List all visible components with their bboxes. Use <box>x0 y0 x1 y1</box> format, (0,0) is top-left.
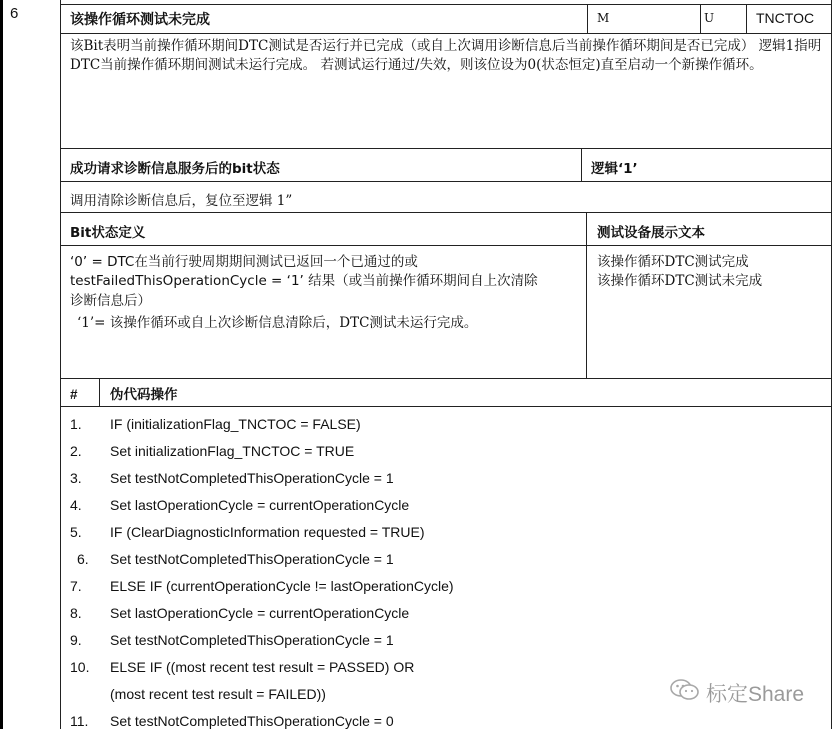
pseudocode-line: IF (ClearDiagnosticInformation requested = TRUE) <box>110 524 425 540</box>
clear-section-label: 成功请求诊断信息服务后的bit状态 <box>70 161 280 177</box>
watermark <box>670 678 804 708</box>
pseudocode-line: ELSE IF (currentOperationCycle != lastOperationCycle) <box>110 578 454 594</box>
row-number: 6 <box>10 5 19 22</box>
clear-section-value: 逻辑‘1’ <box>591 161 638 177</box>
definition-line: 诊断信息后） <box>70 293 151 309</box>
number-column-divider <box>60 0 61 729</box>
clear-section-note: 调用清除诊断信息后，复位至逻辑 1” <box>70 193 293 209</box>
pseudocode-num: 6. <box>77 551 89 567</box>
definition-line: ‘1’= 该操作循环或自上次诊断信息清除后，DTC测试未运行完成。 <box>77 315 478 331</box>
pseudocode-num: 7. <box>70 578 82 594</box>
pseudocode-line: Set testNotCompletedThisOperationCycle = 1 <box>110 470 394 486</box>
pseudocode-num: 2. <box>70 443 82 459</box>
pseudocode-line: IF (initializationFlag_TNCTOC = FALSE) <box>110 416 361 432</box>
header-u: U <box>704 11 715 25</box>
left-border <box>0 0 3 729</box>
definition-line: testFailedThisOperationCycle = ‘1’ 结果（或当前操作循环期间自上次清除 <box>70 273 538 289</box>
pseudocode-num: 5. <box>70 524 82 540</box>
pseudocode-line: Set initializationFlag_TNCTOC = TRUE <box>110 443 355 459</box>
definition-header-right: 测试设备展示文本 <box>597 225 705 241</box>
pseudocode-line: ELSE IF ((most recent test result = PASSED) OR <box>110 659 415 675</box>
pseudocode-num: 11. <box>70 713 89 729</box>
wechat-icon <box>670 678 700 708</box>
pseudocode-num: 4. <box>70 497 82 513</box>
pseudocode-line: Set testNotCompletedThisOperationCycle = 0 <box>110 713 394 729</box>
display-text-line: 该操作循环DTC测试未完成 <box>597 273 763 289</box>
header-code: TNCTOC <box>756 10 815 26</box>
pseudocode-col-op: 伪代码操作 <box>110 387 178 403</box>
display-text-line: 该操作循环DTC测试完成 <box>597 254 749 270</box>
pseudocode-col-num: # <box>70 387 78 402</box>
pseudocode-num: 8. <box>70 605 82 621</box>
pseudocode-line: Set testNotCompletedThisOperationCycle = 1 <box>110 632 394 648</box>
pseudocode-line: (most recent test result = FAILED)) <box>110 686 326 702</box>
header-m: M <box>597 11 610 25</box>
pseudocode-num: 10. <box>70 659 90 675</box>
right-border <box>831 0 832 729</box>
watermark-text: 标定Share <box>706 683 805 706</box>
definition-line: ‘0’ = DTC在当前行驶周期期间测试已返回一个已通过的或 <box>70 254 418 270</box>
description-text: 该Bit表明当前操作循环期间DTC测试是否运行并已完成（或自上次调用诊断信息后当前操作循环期间是否已完成） 逻辑1指明DTC当前操作循环期间测试未运行完成。 若测试运行通过/失效，则该位设为0(状态恒定)直至启动一个新操作循环。 <box>70 38 822 73</box>
pseudocode-num: 1. <box>70 416 82 432</box>
definition-header-left: Bit状态定义 <box>70 225 146 241</box>
pseudocode-num: 3. <box>70 470 82 486</box>
pseudocode-line: Set testNotCompletedThisOperationCycle = 1 <box>110 551 394 567</box>
pseudocode-line: Set lastOperationCycle = currentOperationCycle <box>110 497 410 513</box>
pseudocode-num: 9. <box>70 632 82 648</box>
header-title: 该操作循环测试未完成 <box>70 12 210 28</box>
pseudocode-line: Set lastOperationCycle = currentOperationCycle <box>110 605 410 621</box>
